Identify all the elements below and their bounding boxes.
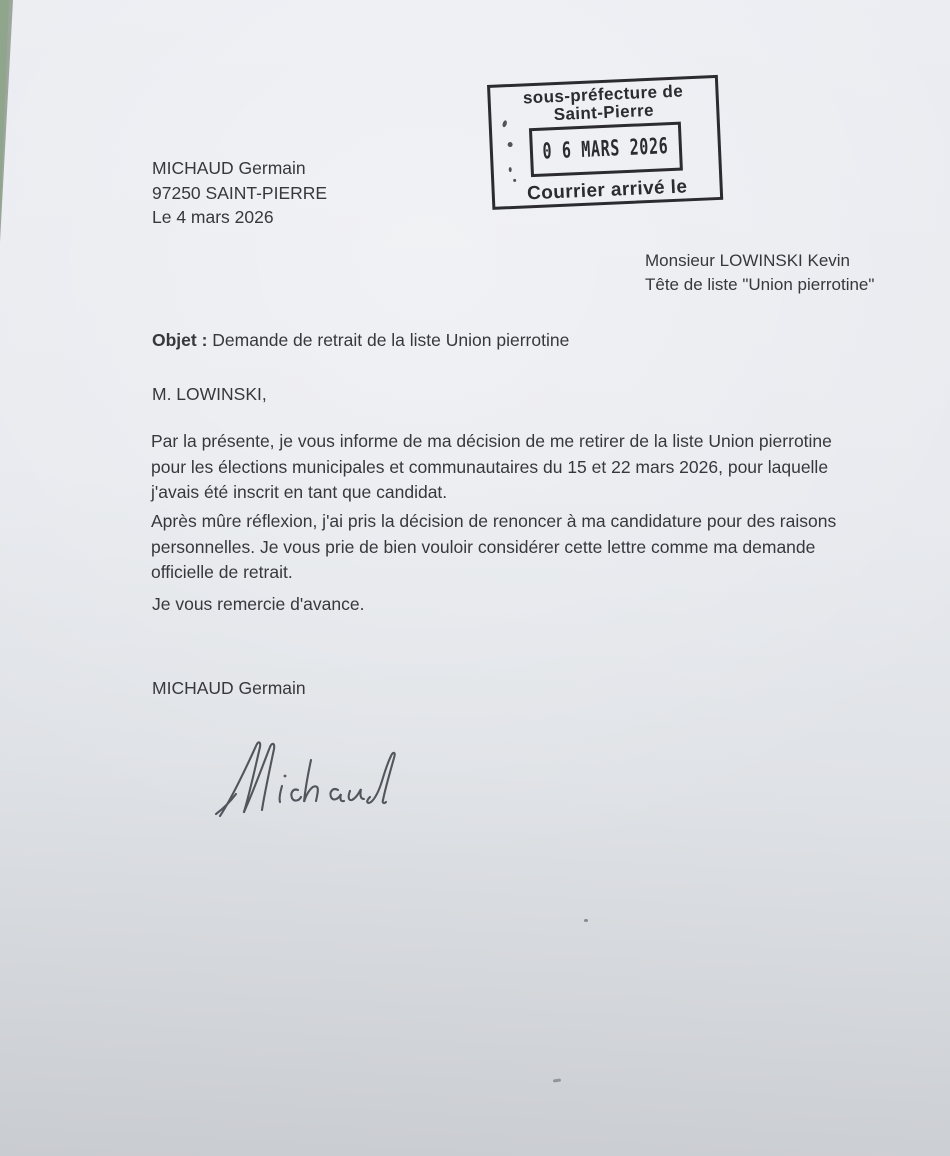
salutation: M. LOWINSKI, [152,384,267,404]
paragraph-1 [151,429,832,506]
closing-line: Je vous remercie d'avance. [152,594,365,614]
paragraph-2-line: Après mûre réflexion, j'ai pris la décision de renoncer à ma candidature pour des raisons [151,511,837,531]
sender-block [152,156,327,230]
paper-speck [553,1078,561,1082]
paragraph-1-line: Par la présente, je vous informe de ma décision de me retirer de la liste Union pierrotine [151,431,832,451]
signature-handwriting [210,738,415,818]
signer-name: MICHAUD Germain [152,678,306,698]
stamp-ink-speck [502,120,508,128]
stamp-ink-speck [509,167,512,172]
stamp-date: 0 6 MARS 2026 [541,134,669,165]
stamp-office-line2: Saint-Pierre [553,100,655,125]
paragraph-2-line: personnelles. Je vous prie de bien vouloir considérer cette lettre comme ma demande [151,536,816,557]
recipient-name: Monsieur LOWINSKI Kevin [645,251,851,270]
subject-label: Objet : [152,330,208,350]
stamp-office-line1: sous-préfecture de [522,81,684,108]
paragraph-2 [151,509,836,586]
subject-line [152,330,569,351]
sender-name: MICHAUD Germain [152,158,306,178]
stamp-ink-speck [508,142,513,147]
recipient-block [645,249,874,296]
stamp-date-box [528,122,682,178]
subject-text: Demande de retrait de la liste Union pierrotine [212,330,570,350]
paper-speck [584,919,588,922]
paragraph-2-line: officielle de retrait. [151,562,293,583]
paragraph-1-line: pour les élections municipales et communautaires du 15 et 22 mars 2026, pour laquelle [151,456,829,477]
letter-date: Le 4 mars 2026 [152,207,274,227]
sender-postal-city: 97250 SAINT-PIERRE [152,182,328,203]
stamp-ink-speck [513,179,516,182]
paragraph-1-line: j'avais été inscrit en tant que candidat. [151,482,448,503]
stamp-arrival-label: Courrier arrivé le [526,176,688,205]
recipient-title: Tête de liste "Union pierrotine" [645,274,875,294]
arrival-stamp [487,75,723,210]
